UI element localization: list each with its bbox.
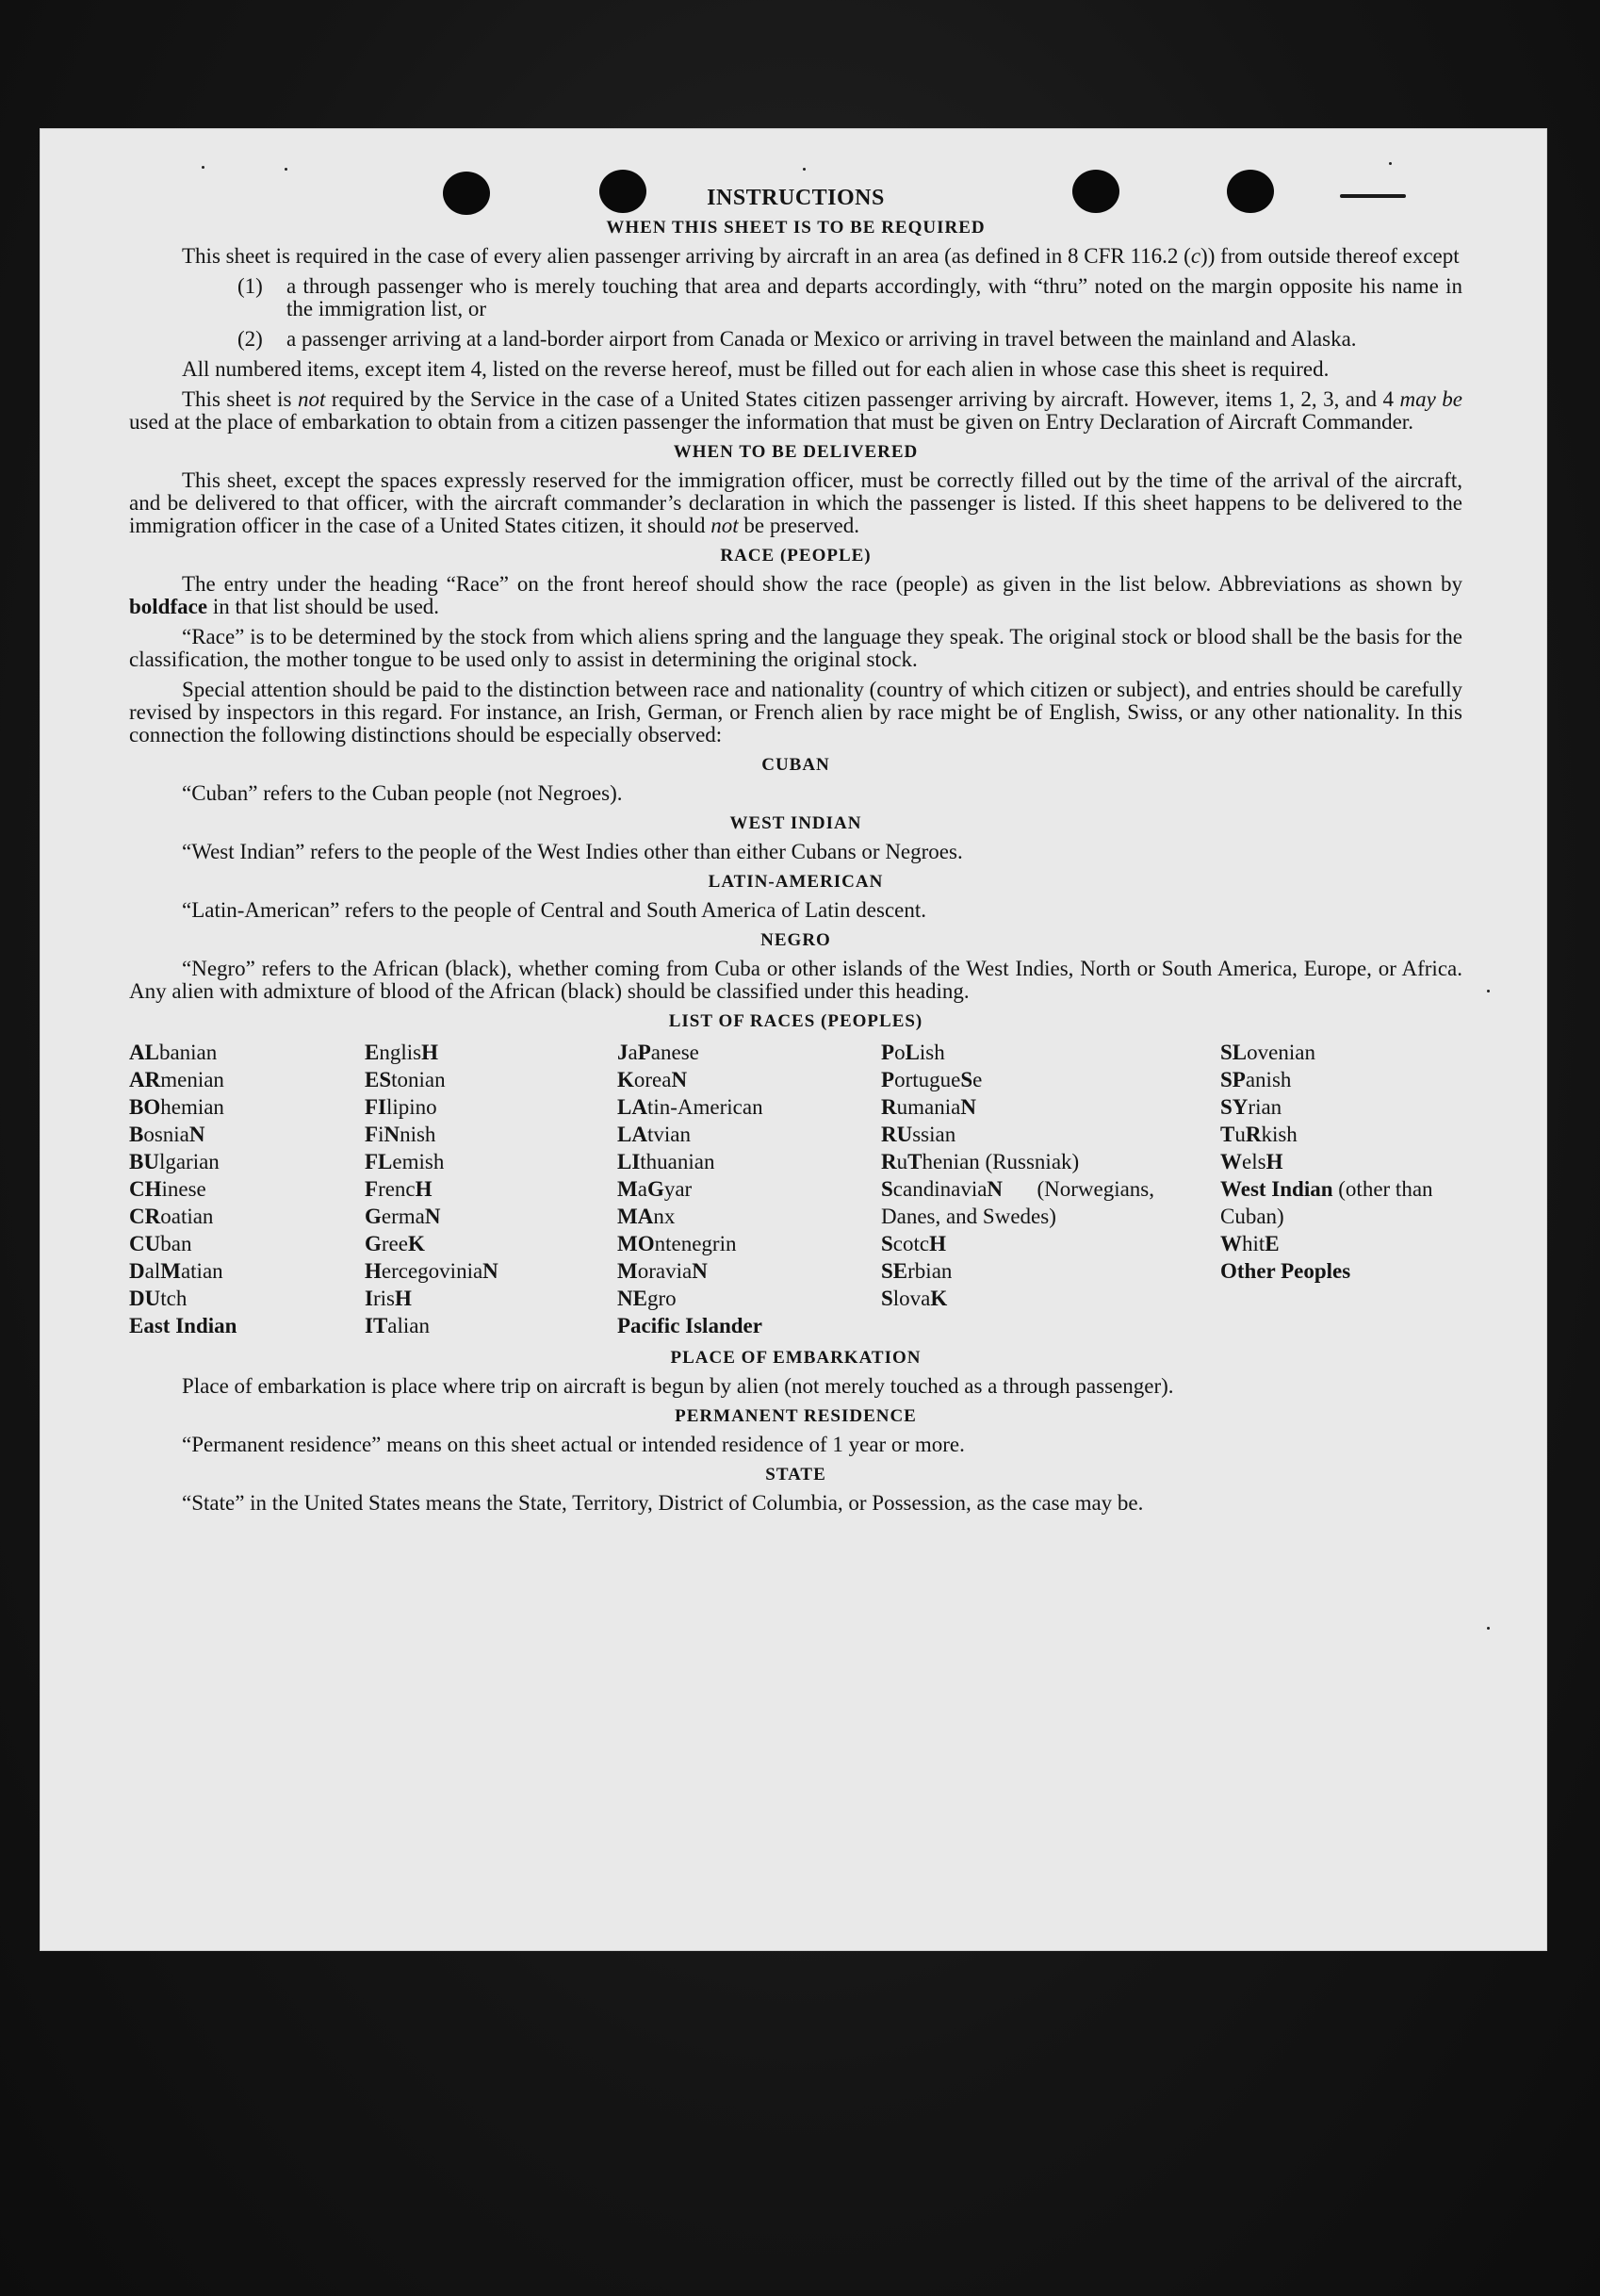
heading-latin-american: LATIN-AMERICAN: [708, 872, 884, 892]
paragraph-negro: “Negro” refers to the African (black), whether coming from Cuba or other islands of the West Indies, North or South America, Europe, or Africa. Any alien with admixture of blood of the African (black) should be classified under this heading.: [129, 957, 1462, 1003]
exception-item-1: (1) a through passenger who is merely touching that area and departs accordingly, with “thru” noted on the margin opposite his name in the immigration list, or: [237, 274, 1462, 320]
paragraph-race-2: “Race” is to be determined by the stock from which aliens spring and the language they speak. The original stock or blood shall be the basis for the classification, the mother tongue to be used only to assist in determining the original stock.: [129, 625, 1462, 671]
race-entry: CRoatian: [129, 1205, 214, 1228]
speck: [1389, 162, 1392, 165]
race-entry: SYrian: [1220, 1095, 1282, 1119]
race-entry: ScandinaviaN (Norwegians, Danes, and Swedes): [881, 1177, 1154, 1228]
race-entry: LAtvian: [617, 1123, 691, 1146]
heading-embarkation: PLACE OF EMBARKATION: [670, 1348, 922, 1368]
race-entry: CHinese: [129, 1177, 206, 1201]
race-entry: ALbanian: [129, 1041, 218, 1064]
race-entry: RumaniaN: [881, 1095, 976, 1119]
race-entry: DalMatian: [129, 1259, 223, 1283]
paragraph-citizen: This sheet is not required by the Service in the case of a United States citizen passenger arriving by aircraft. However, items 1, 2, 3, and 4 may be used at the place of embarkation to obtain from a citizen passenger the information that must be given on Entry Declaration of Aircraft Commander.: [129, 387, 1462, 434]
race-entry: MOntenegrin: [617, 1232, 737, 1255]
speck: [202, 166, 204, 169]
race-entry: SErbian: [881, 1259, 953, 1283]
race-entry: BUlgarian: [129, 1150, 220, 1173]
exception-item-2: (2) a passenger arriving at a land-border airport from Canada or Mexico or arriving in travel between the mainland and Alaska.: [237, 327, 1357, 351]
race-entry: TuRkish: [1220, 1123, 1298, 1146]
race-entry: ScotcH: [881, 1232, 946, 1255]
speck: [1487, 1627, 1490, 1630]
heading-negro: NEGRO: [760, 930, 831, 950]
races-column-1: [129, 1039, 365, 1339]
speck: [285, 168, 287, 171]
race-entry: KoreaN: [617, 1068, 688, 1091]
heading-state: STATE: [765, 1465, 826, 1484]
race-entry: LAtin-American: [617, 1095, 763, 1119]
race-entry: GreeK: [365, 1232, 425, 1255]
race-entry: EStonian: [365, 1068, 446, 1091]
paragraph-cuban: “Cuban” refers to the Cuban people (not Negroes).: [182, 781, 623, 805]
race-entry: FIlipino: [365, 1095, 437, 1119]
paragraph-latin-american: “Latin-American” refers to the people of Central and South America of Latin descent.: [182, 898, 926, 922]
race-entry: BOhemian: [129, 1095, 224, 1119]
paragraph-race-3: Special attention should be paid to the distinction between race and nationality (country of which citizen or subject), and entries should be carefully revised by inspectors in this regard. For instance, an Irish, German, or French alien by race might be of English, Swiss, or any other nationality. In this connection the following distinctions should be especially observed:: [129, 678, 1462, 746]
race-entry: IrisH: [365, 1287, 412, 1310]
races-column-3: [617, 1039, 881, 1339]
race-entry: SPanish: [1220, 1068, 1292, 1091]
race-entry: BosniaN: [129, 1123, 205, 1146]
paragraph-residence: “Permanent residence” means on this sheet actual or intended residence of 1 year or more.: [182, 1433, 965, 1456]
paragraph-required-intro: This sheet is required in the case of every alien passenger arriving by aircraft in an area (as defined in 8 CFR 116.2 (c)) from outside thereof except: [182, 244, 1460, 268]
race-entry: PortugueSe: [881, 1068, 983, 1091]
race-entry: ARmenian: [129, 1068, 224, 1091]
speck: [803, 168, 806, 171]
race-entry: SlovaK: [881, 1287, 948, 1310]
race-entry: LIthuanian: [617, 1150, 715, 1173]
document-body: [129, 187, 1462, 1522]
race-entry: West Indian (other than Cuban): [1220, 1177, 1433, 1228]
page-title: INSTRUCTIONS: [707, 186, 885, 210]
races-list: [129, 1039, 1462, 1339]
race-entry: Pacific Islander: [617, 1314, 762, 1337]
heading-list-of-races: LIST OF RACES (PEOPLES): [668, 1011, 923, 1031]
race-entry: EnglisH: [365, 1041, 438, 1064]
races-column-2: [365, 1039, 617, 1339]
races-column-4: [881, 1039, 1154, 1339]
instruction-sheet: [40, 128, 1547, 1951]
paragraph-delivered: This sheet, except the spaces expressly reserved for the immigration officer, must be correctly filled out by the time of the arrival of the aircraft, and be delivered to that officer, with the aircraft commander’s declaration in which the passenger is listed. If this sheet happens to be delivered to the immigration officer in the case of a United States citizen, it should not be preserved.: [129, 468, 1462, 537]
paragraph-state: “State” in the United States means the State, Territory, District of Columbia, or Possession, as the case may be.: [182, 1491, 1144, 1515]
race-entry: NEgro: [617, 1287, 677, 1310]
race-entry: CUban: [129, 1232, 192, 1255]
heading-west-indian: WEST INDIAN: [729, 813, 862, 833]
speck: [1487, 990, 1490, 992]
race-entry: MAnx: [617, 1205, 676, 1228]
race-entry: Other Peoples: [1220, 1259, 1351, 1283]
race-entry: MoraviaN: [617, 1259, 708, 1283]
race-entry: DUtch: [129, 1287, 188, 1310]
race-entry: ITalian: [365, 1314, 430, 1337]
race-entry: GermaN: [365, 1205, 441, 1228]
race-entry: FiNnish: [365, 1123, 436, 1146]
race-entry: PoLish: [881, 1041, 945, 1064]
race-entry: WhitE: [1220, 1232, 1280, 1255]
race-entry: RUssian: [881, 1123, 956, 1146]
paragraph-embarkation: Place of embarkation is place where trip on aircraft is begun by alien (not merely touched as a through passenger).: [182, 1374, 1174, 1398]
paragraph-west-indian: “West Indian” refers to the people of the West Indies other than either Cubans or Negroes.: [182, 840, 963, 863]
race-entry: FLemish: [365, 1150, 445, 1173]
heading-required: WHEN THIS SHEET IS TO BE REQUIRED: [606, 218, 986, 238]
heading-cuban: CUBAN: [761, 755, 830, 775]
race-entry: WelsH: [1220, 1150, 1283, 1173]
paragraph-numbered-items: All numbered items, except item 4, listed on the reverse hereof, must be filled out for each alien in whose case this sheet is required.: [182, 357, 1330, 381]
race-entry: FrencH: [365, 1177, 433, 1201]
heading-delivered: WHEN TO BE DELIVERED: [673, 442, 919, 462]
race-entry: MaGyar: [617, 1177, 693, 1201]
paragraph-race-1: The entry under the heading “Race” on the front hereof should show the race (people) as given in the list below. Abbreviations as shown by boldface in that list should be used.: [129, 572, 1462, 618]
heading-residence: PERMANENT RESIDENCE: [675, 1406, 917, 1426]
race-entry: SLovenian: [1220, 1041, 1315, 1064]
race-entry: HercegoviniaN: [365, 1259, 498, 1283]
races-column-5: [1220, 1039, 1461, 1339]
race-entry: RuThenian (Russniak): [881, 1150, 1080, 1173]
race-entry: East Indian: [129, 1314, 237, 1337]
heading-race: RACE (PEOPLE): [720, 546, 872, 566]
race-entry: JaPanese: [617, 1041, 699, 1064]
